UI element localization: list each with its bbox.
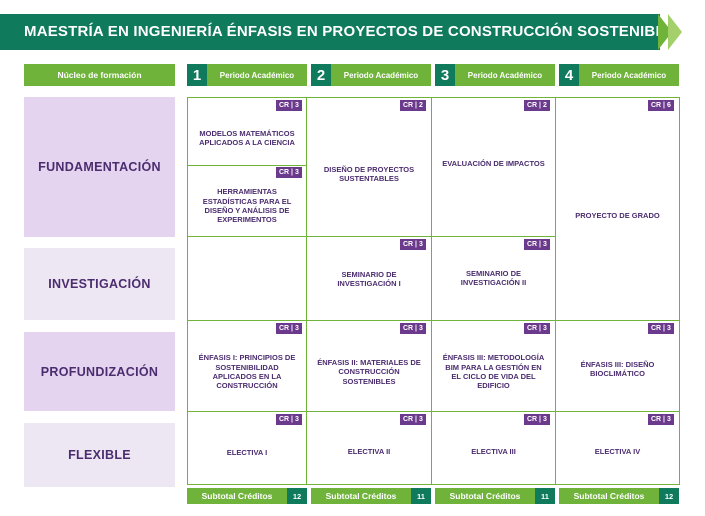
credit-badge: CR | 3	[276, 167, 302, 178]
period-label: Periodo Académico	[579, 64, 679, 86]
credit-badge: CR | 3	[648, 323, 674, 334]
course-enfasis-3-bim: ÉNFASIS III: METODOLOGÍA BIM PARA LA GESTIÓN EN EL CICLO DE VIDA DEL EDIFICIO	[442, 353, 545, 391]
period-number: 3	[435, 64, 455, 86]
period-header-4	[559, 64, 679, 86]
grid-line	[187, 411, 680, 412]
subtotal-value: 11	[535, 488, 555, 504]
course-enfasis-2: ÉNFASIS II: MATERIALES DE CONSTRUCCIÓN SOSTENIBLES	[317, 357, 421, 386]
credit-badge: CR | 3	[524, 239, 550, 250]
credit-badge: CR | 2	[400, 100, 426, 111]
course-modelos-matematicos: MODELOS MATEMÁTICOS APLICADOS A LA CIENCIA	[199, 128, 295, 147]
grid-line	[187, 484, 680, 485]
row-label-fundamentacion: FUNDAMENTACIÓN	[24, 97, 175, 237]
subtotal-period-1	[187, 488, 307, 504]
subtotal-value: 11	[411, 488, 431, 504]
period-number: 2	[311, 64, 331, 86]
period-label: Periodo Académico	[331, 64, 431, 86]
credit-badge: CR | 3	[400, 414, 426, 425]
period-header-2	[311, 64, 431, 86]
title-banner	[0, 14, 676, 50]
course-proyecto-grado: PROYECTO DE GRADO	[575, 211, 660, 221]
grid-line	[679, 97, 680, 485]
credit-badge: CR | 3	[524, 323, 550, 334]
row-label-investigacion: INVESTIGACIÓN	[24, 248, 175, 320]
nucleo-header: Núcleo de formación	[24, 64, 175, 86]
course-enfasis-3-bioclimatico: ÉNFASIS III: DISEÑO BIOCLIMÁTICO	[580, 359, 655, 378]
period-label: Periodo Académico	[455, 64, 555, 86]
credit-badge: CR | 3	[400, 239, 426, 250]
row-label-profundizacion: PROFUNDIZACIÓN	[24, 332, 175, 411]
grid-line	[187, 320, 680, 321]
credit-badge: CR | 6	[648, 100, 674, 111]
subtotal-period-2	[311, 488, 431, 504]
subtotal-label: Subtotal Créditos	[311, 488, 411, 504]
credit-badge: CR | 3	[276, 323, 302, 334]
subtotal-label: Subtotal Créditos	[187, 488, 287, 504]
credit-badge: CR | 2	[524, 100, 550, 111]
subtotal-period-3	[435, 488, 555, 504]
credit-badge: CR | 3	[524, 414, 550, 425]
course-electiva-4: ELECTIVA IV	[594, 447, 641, 457]
course-electiva-2: ELECTIVA II	[347, 447, 391, 457]
subtotal-period-4	[559, 488, 679, 504]
row-label-flexible: FLEXIBLE	[24, 423, 175, 487]
grid-line	[187, 165, 307, 166]
course-seminario-investigacion-1: SEMINARIO DE INVESTIGACIÓN I	[337, 269, 401, 288]
chevron-right-icon	[668, 14, 682, 50]
credit-badge: CR | 3	[276, 100, 302, 111]
period-header-3	[435, 64, 555, 86]
grid-line	[187, 236, 555, 237]
course-seminario-investigacion-2: SEMINARIO DE INVESTIGACIÓN II	[460, 268, 527, 287]
subtotal-value: 12	[659, 488, 679, 504]
subtotal-value: 12	[287, 488, 307, 504]
period-number: 4	[559, 64, 579, 86]
course-enfasis-1: ÉNFASIS I: PRINCIPIOS DE SOSTENIBILIDAD APLICADOS EN LA CONSTRUCCIÓN	[198, 353, 296, 391]
period-header-1	[187, 64, 307, 86]
course-diseno-proyectos: DISEÑO DE PROYECTOS SUSTENTABLES	[323, 164, 415, 183]
credit-badge: CR | 3	[276, 414, 302, 425]
course-electiva-1: ELECTIVA I	[226, 448, 268, 458]
period-number: 1	[187, 64, 207, 86]
period-label: Periodo Académico	[207, 64, 307, 86]
grid-line	[187, 97, 680, 98]
subtotal-label: Subtotal Créditos	[559, 488, 659, 504]
credit-badge: CR | 3	[648, 414, 674, 425]
course-herramientas-estadisticas: HERRAMIENTAS ESTADÍSTICAS PARA EL DISEÑO Y ANÁLISIS DE EXPERIMENTOS	[202, 187, 292, 225]
subtotal-label: Subtotal Créditos	[435, 488, 535, 504]
credit-badge: CR | 3	[400, 323, 426, 334]
page-title: MAESTRÍA EN INGENIERÍA ÉNFASIS EN PROYECTOS DE CONSTRUCCIÓN SOSTENIBLE	[24, 23, 676, 40]
course-electiva-3: ELECTIVA III	[471, 447, 516, 457]
course-evaluacion-impactos: EVALUACIÓN DE IMPACTOS	[442, 159, 545, 169]
